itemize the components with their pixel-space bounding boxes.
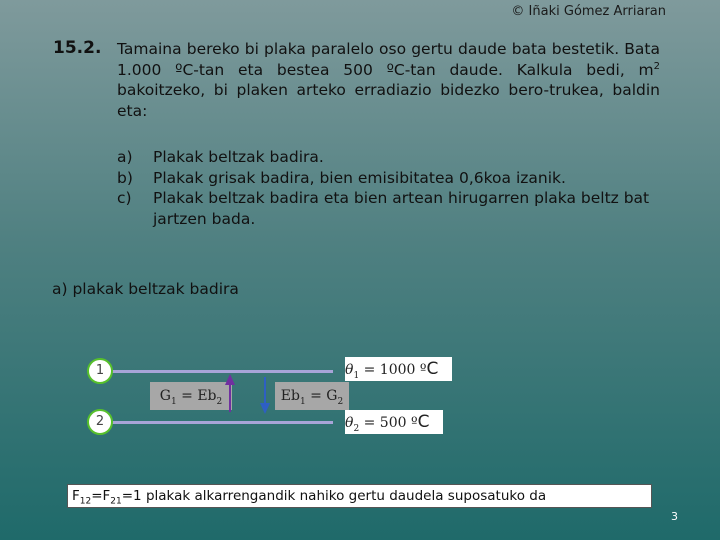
downward-arrow-icon — [260, 403, 270, 414]
option-letter: b) — [117, 168, 133, 187]
copyright-text: © Iñaki Gómez Arriaran — [511, 4, 666, 19]
page-number: 3 — [671, 510, 678, 523]
option-letter: a) — [117, 148, 133, 166]
plate-1-temperature: $\theta_1 = 1000$ ºC — [345, 357, 452, 381]
plate-2-marker: 2 — [87, 409, 113, 435]
view-factor-note: $F_{12}=F_{21}=1$ plakak alkarrengandik nahiko gertu daudela suposatuko da — [67, 484, 652, 508]
equation-eb1-g2: $Eb_1 = G_2$ — [275, 382, 349, 410]
option-text: Plakak beltzak badira eta bien artean hirugarren plaka beltz bat jartzen bada. — [153, 189, 650, 228]
statement-line-3b: bakoitzeko, bi plaken arteko erradiazio — [117, 81, 432, 99]
statement-line-3a: Kalkula bedi, m — [516, 60, 654, 79]
plate-2-temperature: $\theta_2 = 500$ ºC — [345, 410, 443, 434]
statement-line-2: bestetik. Bata 1.000 ºC-tan eta bestea 500 ºC-tan daude. — [117, 40, 660, 79]
problem-number: 15.2. — [53, 38, 102, 58]
option-text: Plakak grisak badira, bien emisibitatea 0,6koa izanik. — [153, 168, 566, 187]
statement-line-1: Tamaina bereko bi plaka paralelo oso gertu daude bata — [117, 40, 547, 58]
option-text: Plakak beltzak badira. — [153, 148, 324, 166]
statement-superscript: 2 — [653, 60, 660, 72]
section-a-title: a) plakak beltzak badira — [52, 280, 239, 298]
equation-g1-eb2: $G_1 = Eb_2$ — [150, 382, 232, 410]
option-letter: c) — [117, 189, 132, 207]
upward-arrow-icon — [225, 374, 235, 385]
plate-1-marker: 1 — [87, 358, 113, 384]
statement-line-4: bidezko bero-trukea, baldin eta: — [117, 81, 660, 120]
